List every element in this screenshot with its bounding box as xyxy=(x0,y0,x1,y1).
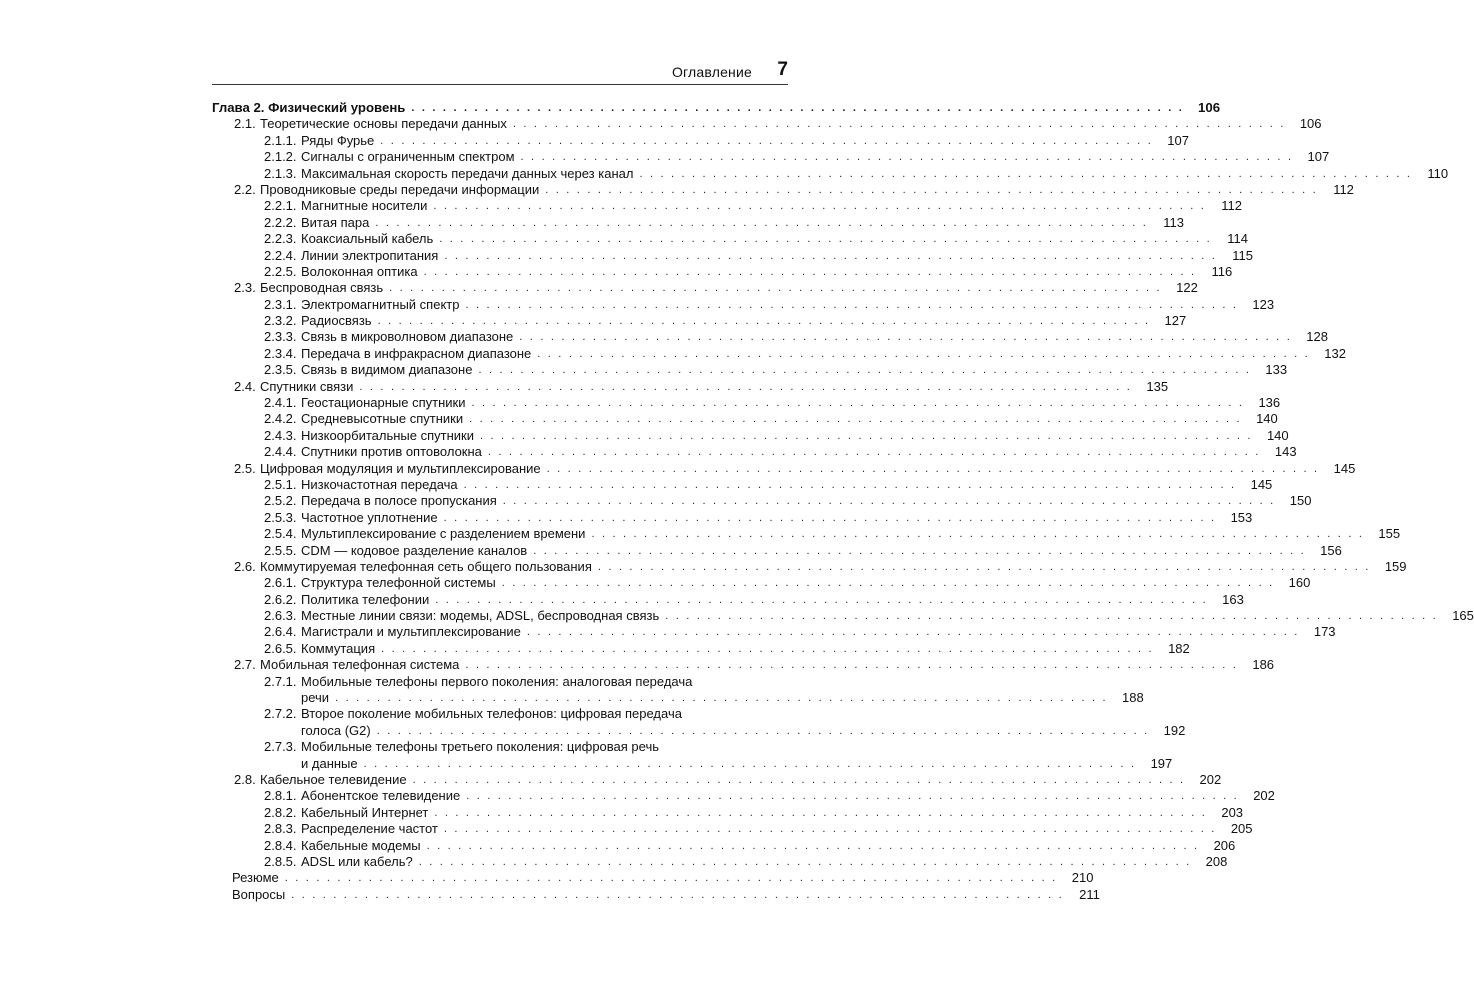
toc-entry-page: 112 xyxy=(1221,198,1242,214)
toc-entry-number: 2.2. xyxy=(234,181,256,197)
toc-entry-number: 2.5.1. xyxy=(264,476,297,492)
toc-entry-title: Геостационарные спутники xyxy=(301,395,466,411)
toc-entry-page: 140 xyxy=(1256,411,1278,427)
toc-entry-number: 2.3.1. xyxy=(264,296,297,312)
toc-entry-title: Волоконная оптика xyxy=(301,263,418,279)
toc-entry-page: 186 xyxy=(1252,657,1275,673)
toc-entry xyxy=(0,509,1253,526)
toc-entry-number: 2.6.5. xyxy=(264,640,297,656)
toc-entry xyxy=(0,149,1330,165)
toc-leader-dots: . . . . . . . . . . . . . . . . . . . . . . . . . . . . . . . . . . . . . . . . . . . . . . . . . . . . . . . . . . . . . . . . . . . . . . . . . . xyxy=(469,413,1242,426)
toc-entry-title: Структура телефонной системы xyxy=(301,575,496,591)
toc-entry-title: Теоретические основы передачи данных xyxy=(260,116,507,132)
toc-entry xyxy=(0,214,1185,231)
toc-entry xyxy=(0,591,1244,608)
toc-entry-page: 123 xyxy=(1252,296,1275,312)
toc-entry-number: 2.2.1. xyxy=(264,198,297,214)
toc-entry-page: 202 xyxy=(1253,788,1275,804)
toc-entry-page: 116 xyxy=(1211,263,1233,279)
toc-leader-dots: . . . . . . . . . . . . . . . . . . . . . . . . . . . . . . . . . . . . . . . . . . . . . . . . . . . . . . . . . . . . . . . . . . . . . . . . . . xyxy=(376,724,1150,737)
toc-entry-number: 2.3. xyxy=(234,280,256,296)
toc-entry-title: Кабельное телевидение xyxy=(260,772,407,788)
toc-entry-title-continuation: голоса (G2) xyxy=(301,722,371,738)
toc-entry-number: 2.2.3. xyxy=(264,231,297,247)
toc-entry-page: 173 xyxy=(1313,624,1336,640)
toc-entry-title: Мобильные телефоны первого поколения: аналоговая передача xyxy=(301,673,693,689)
toc-entry-title-continuation: и данные xyxy=(301,755,358,771)
toc-entry-number: 2.2.4. xyxy=(264,247,297,263)
toc-entry-number: 2.8. xyxy=(234,772,256,788)
toc-entry xyxy=(0,804,1244,821)
toc-leader-dots: . . . . . . . . . . . . . . . . . . . . . . . . . . . . . . . . . . . . . . . . . . . . . . . . . . . . . . . . . . . . . . . . . . . . . . . . . . xyxy=(412,774,1186,787)
toc-entry-page: 135 xyxy=(1146,378,1169,394)
toc-entry-page: 156 xyxy=(1320,542,1342,558)
toc-leader-dots: . . . . . . . . . . . . . . . . . . . . . . . . . . . . . . . . . . . . . . . . . . . . . . . . . . . . . . . . . . . . . . . . . . . . . . . . . . xyxy=(423,265,1197,278)
toc-entry-title: Низкоорбитальные спутники xyxy=(301,427,474,443)
toc-entry-number: 2.5.4. xyxy=(264,526,297,542)
toc-entry-page: 115 xyxy=(1232,247,1253,263)
toc-leader-dots: . . . . . . . . . . . . . . . . . . . . . . . . . . . . . . . . . . . . . . . . . . . . . . . . . . . . . . . . . . . . . . . . . . . . . . . . . . xyxy=(443,823,1217,836)
toc-entry xyxy=(0,837,1236,854)
toc-leader-dots: . . . . . . . . . . . . . . . . . . . . . . . . . . . . . . . . . . . . . . . . . . . . . . . . . . . . . . . . . . . . . . . . . . . . . . . . . . xyxy=(478,364,1252,377)
toc-entry-title: Витая пара xyxy=(301,214,370,230)
toc-entry-title: Беспроводная связь xyxy=(260,280,384,296)
toc-leader-dots: . . . . . . . . . . . . . . . . . . . . . . . . . . . . . . . . . . . . . . . . . . . . . . . . . . . . . . . . . . . . . . . . . . . . . . . . . . xyxy=(665,610,1438,623)
toc-entry-number: 2.6.4. xyxy=(264,624,297,640)
toc-entry-page: 159 xyxy=(1384,558,1407,574)
toc-leader-dots: . . . . . . . . . . . . . . . . . . . . . . . . . . . . . . . . . . . . . . . . . . . . . . . . . . . . . . . . . . . . . . . . . . . . . . . . . . xyxy=(291,888,1064,901)
toc-leader-dots: . . . . . . . . . . . . . . . . . . . . . . . . . . . . . . . . . . . . . . . . . . . . . . . . . . . . . . . . . . . . . . . . . . . . . . . . . . xyxy=(380,134,1153,147)
toc-entry-title: Распределение частот xyxy=(301,821,438,837)
toc-entry xyxy=(0,165,1449,182)
toc-entry-title: Спутники связи xyxy=(260,378,354,394)
toc-entry xyxy=(0,657,1275,673)
toc-entry-title: Ряды Фурье xyxy=(301,132,375,148)
toc-entry xyxy=(0,624,1336,641)
toc-entry-title: Глава 2. Физический уровень xyxy=(212,99,406,115)
toc-leader-dots: . . . . . . . . . . . . . . . . . . . . . . . . . . . . . . . . . . . . . . . . . . . . . . . . . . . . . . . . . . . . . . . . . . . . . . . . . . xyxy=(597,560,1371,573)
toc-entry-number: 2.8.2. xyxy=(264,804,297,820)
toc-entry-number: 2.1.1. xyxy=(264,132,297,148)
toc-leader-dots: . . . . . . . . . . . . . . . . . . . . . . . . . . . . . . . . . . . . . . . . . . . . . . . . . . . . . . . . . . . . . . . . . . . . . . . . . . xyxy=(537,347,1310,360)
toc-entry-page: 153 xyxy=(1230,509,1253,525)
toc-entry-title: Магистрали и мультиплексирование xyxy=(301,624,521,640)
toc-leader-dots: . . . . . . . . . . . . . . . . . . . . . . . . . . . . . . . . . . . . . . . . . . . . . . . . . . . . . . . . . . . . . . . . . . . . . . . . . . xyxy=(545,183,1318,196)
toc-entry-number: 2.5. xyxy=(234,460,256,476)
toc-leader-dots: . . . . . . . . . . . . . . . . . . . . . . . . . . . . . . . . . . . . . . . . . . . . . . . . . . . . . . . . . . . . . . . . . . . . . . . . . . xyxy=(520,151,1294,164)
toc-entry-number: 2.4.4. xyxy=(264,444,297,460)
toc-leader-dots: . . . . . . . . . . . . . . . . . . . . . . . . . . . . . . . . . . . . . . . . . . . . . . . . . . . . . . . . . . . . . . . . . . . . . . . . . . xyxy=(418,856,1192,868)
toc-entry-first-line xyxy=(264,674,758,690)
toc-entry-number: 2.7.3. xyxy=(264,739,297,755)
toc-entry-title: Проводниковые среды передачи информации xyxy=(260,181,540,197)
toc-entry xyxy=(0,362,1288,378)
toc-entry-title: Передача в инфракрасном диапазоне xyxy=(301,345,532,361)
toc-leader-dots: . . . . . . . . . . . . . . . . . . . . . . . . . . . . . . . . . . . . . . . . . . . . . . . . . . . . . . . . . . . . . . . . . . . . . . . . . . xyxy=(284,872,1058,885)
toc-entry-title: Вопросы xyxy=(232,886,286,902)
toc-leader-dots: . . . . . . . . . . . . . . . . . . . . . . . . . . . . . . . . . . . . . . . . . . . . . . . . . . . . . . . . . . . . . . . . . . . . . . . . . . xyxy=(533,544,1306,557)
toc-entry-title: Сигналы с ограниченным спектром xyxy=(301,149,515,165)
toc-entry-title: Коммутация xyxy=(301,640,376,656)
toc-entry-title: Линии электропитания xyxy=(301,247,439,263)
toc-entry-title: CDM — кодовое разделение каналов xyxy=(301,542,528,558)
toc-entry-page: 145 xyxy=(1250,476,1273,492)
toc-entry xyxy=(0,329,1328,345)
toc-entry-number: 2.3.4. xyxy=(264,345,297,361)
toc-entry xyxy=(0,198,1242,214)
toc-entry-title: Связь в видимом диапазоне xyxy=(301,362,473,378)
toc-entry-title: Мобильная телефонная система xyxy=(260,657,460,673)
toc-entry xyxy=(0,821,1253,837)
toc-entry-title: Кабельные модемы xyxy=(301,837,421,853)
toc-entry-title: Передача в полосе пропускания xyxy=(301,493,497,509)
toc-entry xyxy=(0,772,1222,788)
toc-entry xyxy=(0,132,1189,149)
toc-entry xyxy=(0,296,1275,313)
toc-entry-number: 2.3.2. xyxy=(264,313,297,329)
toc-leader-dots: . . . . . . . . . . . . . . . . . . . . . . . . . . . . . . . . . . . . . . . . . . . . . . . . . . . . . . . . . . . . . . . . . . . . . . . . . . xyxy=(389,282,1162,295)
toc-entry-page: 163 xyxy=(1222,591,1244,607)
toc-leader-dots: . . . . . . . . . . . . . . . . . . . . . . . . . . . . . . . . . . . . . . . . . . . . . . . . . . . . . . . . . . . . . . . . . . . . . . . . . . xyxy=(377,315,1151,328)
toc-leader-dots: . . . . . . . . . . . . . . . . . . . . . . . . . . . . . . . . . . . . . . . . . . . . . . . . . . . . . . . . . . . . . . . . . . . . . . . . . . xyxy=(433,200,1206,213)
toc-entry-title: Спутники против оптоволокна xyxy=(301,444,482,460)
running-header-title: Оглавление xyxy=(671,64,752,80)
toc-entry-title: Электромагнитный спектр xyxy=(301,296,460,312)
toc-entry xyxy=(0,116,1322,132)
toc-entry xyxy=(0,247,1253,264)
toc-entry-number: 2.7.2. xyxy=(264,706,297,722)
toc-entry-number: 2.8.1. xyxy=(264,788,297,804)
toc-entry-first-line xyxy=(264,739,758,755)
toc-entry-page: 143 xyxy=(1274,444,1297,460)
toc-entry-page: 107 xyxy=(1167,132,1189,148)
toc-entry-number: 2.7. xyxy=(234,657,256,673)
toc-entry-number: 2.3.5. xyxy=(264,362,297,378)
toc-entry xyxy=(0,313,1187,329)
toc-leader-dots: . . . . . . . . . . . . . . . . . . . . . . . . . . . . . . . . . . . . . . . . . . . . . . . . . . . . . . . . . . . . . . . . . . . . . . . . . . xyxy=(639,167,1413,180)
toc-entry-number: 2.8.3. xyxy=(264,821,297,837)
toc-entry xyxy=(0,231,1248,247)
toc-entry-title: Радиосвязь xyxy=(301,313,372,329)
toc-entry-title: ADSL или кабель? xyxy=(301,854,413,869)
toc-entry-page: 182 xyxy=(1168,640,1190,656)
toc-entry-title: Второе поколение мобильных телефонов: цифровая передача xyxy=(301,706,682,722)
toc-entry xyxy=(0,706,1186,739)
toc-entry-page: 203 xyxy=(1221,804,1244,820)
toc-entry-title: Кабельный Интернет xyxy=(301,804,429,820)
toc-entry-number: 2.2.2. xyxy=(264,214,297,230)
toc-entry-page: 140 xyxy=(1266,427,1289,443)
toc-entry-page: 206 xyxy=(1213,837,1236,853)
toc-entry-page: 211 xyxy=(1079,886,1100,902)
page-header xyxy=(212,58,788,84)
toc-entry-title: Цифровая модуляция и мультиплексирование xyxy=(260,460,541,476)
toc-entry-page: 114 xyxy=(1227,231,1248,247)
toc-entry-title: Коаксиальный кабель xyxy=(301,231,434,247)
toc-leader-dots: . . . . . . . . . . . . . . . . . . . . . . . . . . . . . . . . . . . . . . . . . . . . . . . . . . . . . . . . . . . . . . . . . . . . . . . . . . xyxy=(471,397,1245,410)
toc-entry-page: 127 xyxy=(1164,313,1187,329)
toc-entry xyxy=(0,427,1289,444)
toc-entry xyxy=(0,886,1100,903)
toc-entry xyxy=(0,263,1233,280)
toc-entry-number: 2.1.3. xyxy=(264,165,297,181)
toc-entry-page: 128 xyxy=(1306,329,1328,345)
toc-leader-dots: . . . . . . . . . . . . . . . . . . . . . . . . . . . . . . . . . . . . . . . . . . . . . . . . . . . . . . . . . . . . . . . . . . . . . . . . . . xyxy=(546,462,1320,475)
toc-entry-number: 2.8.4. xyxy=(264,837,297,853)
toc-entry-page: 132 xyxy=(1324,345,1346,361)
toc-entry-page: 210 xyxy=(1071,870,1094,886)
toc-entry-page: 113 xyxy=(1163,214,1185,230)
toc-entry xyxy=(0,542,1342,559)
toc-leader-dots: . . . . . . . . . . . . . . . . . . . . . . . . . . . . . . . . . . . . . . . . . . . . . . . . . . . . . . . . . . . . . . . . . . . . . . . . . . xyxy=(502,495,1276,508)
toc-entry-first-line xyxy=(264,706,758,722)
toc-entry xyxy=(0,673,1144,707)
toc-entry-page: 208 xyxy=(1205,854,1228,869)
toc-leader-dots: . . . . . . . . . . . . . . . . . . . . . . . . . . . . . . . . . . . . . . . . . . . . . . . . . . . . . . . . . . . . . . . . . . . . . . . . . . xyxy=(443,511,1217,524)
toc-entry xyxy=(0,411,1278,427)
toc-leader-dots: . . . . . . . . . . . . . . . . . . . . . . . . . . . . . . . . . . . . . . . . . . . . . . . . . . . . . . . . . . . . . . . . . . . . . . . . . . xyxy=(526,626,1300,639)
toc-leader-dots: . . . . . . . . . . . . . . . . . . . . . . . . . . . . . . . . . . . . . . . . . . . . . . . . . . . . . . . . . . . . . . . . . . . . . . . . . . xyxy=(426,839,1200,852)
toc-entry xyxy=(0,870,1094,886)
toc-entry xyxy=(0,395,1281,411)
toc-leader-dots: . . . . . . . . . . . . . . . . . . . . . . . . . . . . . . . . . . . . . . . . . . . . . . . . . . . . . . . . . . . . . . . . . . . . . . . . . . xyxy=(435,593,1208,606)
toc-entry xyxy=(0,526,1401,542)
toc-entry-page: 205 xyxy=(1230,821,1253,837)
toc-entry-number: 2.6.1. xyxy=(264,575,297,591)
toc-entry-number: 2.1. xyxy=(234,116,256,132)
toc-entry-page: 145 xyxy=(1333,460,1356,476)
toc-entry-number: 2.1.2. xyxy=(264,149,297,165)
toc-entry-title: Политика телефонии xyxy=(301,591,430,607)
toc-leader-dots: . . . . . . . . . . . . . . . . . . . . . . . . . . . . . . . . . . . . . . . . . . . . . . . . . . . . . . . . . . . . . . . . . . . . . . . . . . xyxy=(519,331,1292,344)
page-number: 7 xyxy=(777,59,788,80)
toc-entry-title: Низкочастотная передача xyxy=(301,476,458,492)
toc-entry-number: 2.4.2. xyxy=(264,411,297,427)
toc-entry xyxy=(0,608,1474,624)
toc-entry xyxy=(0,788,1275,804)
toc-entry xyxy=(0,280,1198,296)
toc-leader-dots: . . . . . . . . . . . . . . . . . . . . . . . . . . . . . . . . . . . . . . . . . . . . . . . . . . . . . . . . . . . . . . . . . . . . . . . . . . xyxy=(335,692,1108,705)
toc-entry xyxy=(0,739,1173,772)
toc-entry xyxy=(0,181,1354,198)
toc-leader-dots: . . . . . . . . . . . . . . . . . . . . . . . . . . . . . . . . . . . . . . . . . . . . . . . . . . . . . . . . . . . . . . . . . . . . . . . . . . xyxy=(501,577,1275,590)
toc-entry xyxy=(0,854,1228,870)
toc-entry-page: 192 xyxy=(1163,722,1186,738)
toc-leader-dots: . . . . . . . . . . . . . . . . . . . . . . . . . . . . . . . . . . . . . . . . . . . . . . . . . . . . . . . . . . . . . . . . . . . . . . . . . . xyxy=(363,757,1137,770)
toc-entry-page: 155 xyxy=(1378,526,1401,542)
toc-leader-dots: . . . . . . . . . . . . . . . . . . . . . . . . . . . . . . . . . . . . . . . . . . . . . . . . . . . . . . . . . . . . . . . . . . . . . . . . . . xyxy=(465,659,1239,672)
toc-leader-dots: . . . . . . . . . . . . . . . . . . . . . . . . . . . . . . . . . . . . . . . . . . . . . . . . . . . . . . . . . . . . . . . . . . . . . . . . . . xyxy=(359,380,1133,393)
toc-entry xyxy=(0,575,1311,591)
toc-entry-page: 188 xyxy=(1122,690,1144,706)
toc-entry-number: 2.3.3. xyxy=(264,329,297,345)
toc-entry-page: 133 xyxy=(1265,362,1288,378)
toc-leader-dots: . . . . . . . . . . . . . . . . . . . . . . . . . . . . . . . . . . . . . . . . . . . . . . . . . . . . . . . . . . . . . . . . . . . . . . . . . . xyxy=(466,790,1239,803)
toc-entry-title: Местные линии связи: модемы, ADSL, беспроводная связь xyxy=(301,608,660,624)
toc-entry-page: 112 xyxy=(1333,181,1354,197)
toc-entry-page: 110 xyxy=(1427,165,1449,181)
toc-entry-page: 106 xyxy=(1299,116,1322,132)
table-of-contents xyxy=(0,99,1474,903)
toc-entry-title: Мобильные телефоны третьего поколения: цифровая речь xyxy=(301,739,660,755)
toc-entry-number: 2.2.5. xyxy=(264,263,297,279)
toc-entry-number: 2.6. xyxy=(234,558,256,574)
toc-entry-number: 2.4.1. xyxy=(264,395,297,411)
toc-entry-title: Частотное уплотнение xyxy=(301,509,438,525)
toc-entry-title: Максимальная скорость передачи данных через канал xyxy=(301,165,634,181)
toc-leader-dots: . . . . . . . . . . . . . . . . . . . . . . . . . . . . . . . . . . . . . . . . . . . . . . . . . . . . . . . . . . . . . . . . . . . . . . . . . . xyxy=(591,528,1365,541)
toc-entry-page: 197 xyxy=(1150,755,1173,771)
toc-leader-dots: . . . . . . . . . . . . . . . . . . . . . . . . . . . . . . . . . . . . . . . . . . . . . . . . . . . . . . . . . . . . . . . . . . . . . . . . . . xyxy=(480,429,1253,442)
toc-leader-dots: . . . . . . . . . . . . . . . . . . . . . . . . . . . . . . . . . . . . . . . . . . . . . . . . . . . . . . . . . . . . . . . . . . . . . . . . . . xyxy=(381,642,1154,655)
toc-leader-dots: . . . . . . . . . . . . . . . . . . . . . . . . . . . . . . . . . . . . . . . . . . . . . . . . . . . . . . . . . . . . . . . . . . . . . . . . . . xyxy=(434,806,1208,819)
toc-entry-title: Средневысотные спутники xyxy=(301,411,464,427)
toc-leader-dots: . . . . . . . . . . . . . . . . . . . . . . . . . . . . . . . . . . . . . . . . . . . . . . . . . . . . . . . . . . . . . . . . . . . . . . . . . . xyxy=(487,446,1261,459)
toc-entry-page: 202 xyxy=(1199,772,1222,788)
toc-entry-page: 165 xyxy=(1452,608,1474,624)
toc-entry-number: 2.6.3. xyxy=(264,608,297,624)
toc-entry-title-continuation: речи xyxy=(301,690,330,706)
toc-entry-title: Связь в микроволновом диапазоне xyxy=(301,329,514,345)
header-rule xyxy=(212,84,788,85)
toc-entry xyxy=(0,640,1190,657)
toc-entry xyxy=(0,493,1312,509)
toc-entry-number: 2.4. xyxy=(234,378,256,394)
toc-entry xyxy=(0,99,1221,116)
toc-entry-page: 160 xyxy=(1288,575,1311,591)
toc-entry-title: Коммутируемая телефонная сеть общего пользования xyxy=(260,558,592,574)
toc-entry-page: 122 xyxy=(1176,280,1198,296)
toc-entry xyxy=(0,345,1346,362)
toc-leader-dots: . . . . . . . . . . . . . . . . . . . . . . . . . . . . . . . . . . . . . . . . . . . . . . . . . . . . . . . . . . . . . . . . . . . . . . . . . . xyxy=(444,249,1217,262)
toc-leader-dots: . . . . . . . . . . . . . . . . . . . . . . . . . . . . . . . . . . . . . . . . . . . . . . . . . . . . . . . . . . . . . . . . . . . . . . . . . . xyxy=(463,478,1237,491)
toc-entry-page: 136 xyxy=(1258,395,1281,411)
toc-entry xyxy=(0,444,1297,460)
toc-entry-page: 150 xyxy=(1289,493,1312,509)
toc-entry xyxy=(0,476,1273,493)
toc-entry-page: 107 xyxy=(1307,149,1330,165)
toc-entry xyxy=(0,558,1407,575)
toc-entry-number: 2.6.2. xyxy=(264,591,297,607)
toc-entry-title: Абонентское телевидение xyxy=(301,788,461,804)
toc-leader-dots: . . . . . . . . . . . . . . . . . . . . . . . . . . . . . . . . . . . . . . . . . . . . . . . . . . . . . . . . . . . . . . . . . . . . . . . . . . xyxy=(465,298,1239,311)
toc-entry-title: Магнитные носители xyxy=(301,198,428,214)
toc-leader-dots: . . . . . . . . . . . . . . . . . . . . . . . . . . . . . . . . . . . . . . . . . . . . . . . . . . . . . . . . . . . . . . . . . . . . . . . . . . xyxy=(411,101,1185,114)
toc-entry-number: 2.4.3. xyxy=(264,427,297,443)
toc-entry-number: 2.7.1. xyxy=(264,673,297,689)
toc-entry-page: 106 xyxy=(1198,99,1221,115)
toc-entry xyxy=(0,378,1169,395)
toc-leader-dots: . . . . . . . . . . . . . . . . . . . . . . . . . . . . . . . . . . . . . . . . . . . . . . . . . . . . . . . . . . . . . . . . . . . . . . . . . . xyxy=(512,118,1286,131)
toc-entry-title: Мультиплексирование с разделением времени xyxy=(301,526,586,542)
toc-entry-number: 2.5.3. xyxy=(264,509,297,525)
toc-entry-number: 2.5.2. xyxy=(264,493,297,509)
toc-entry-number: 2.8.5. xyxy=(264,854,297,869)
toc-entry-title: Резюме xyxy=(232,870,279,886)
toc-leader-dots: . . . . . . . . . . . . . . . . . . . . . . . . . . . . . . . . . . . . . . . . . . . . . . . . . . . . . . . . . . . . . . . . . . . . . . . . . . xyxy=(375,216,1149,229)
toc-leader-dots: . . . . . . . . . . . . . . . . . . . . . . . . . . . . . . . . . . . . . . . . . . . . . . . . . . . . . . . . . . . . . . . . . . . . . . . . . . xyxy=(439,233,1212,246)
toc-entry-number: 2.5.5. xyxy=(264,542,297,558)
toc-entry xyxy=(0,460,1356,477)
